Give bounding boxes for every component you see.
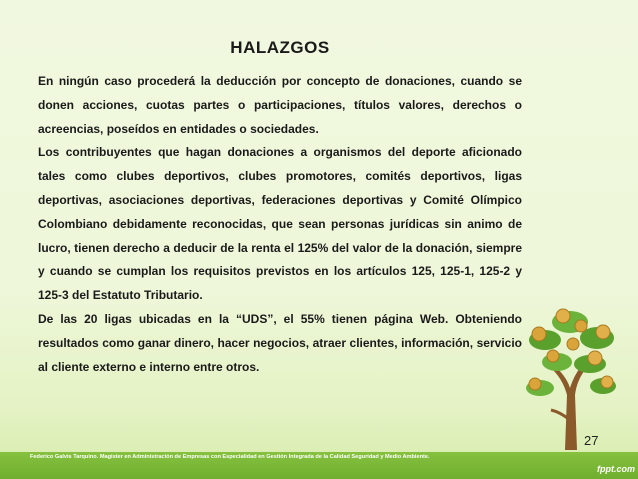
slide-body — [38, 70, 522, 379]
paragraph-ligas: De las 20 ligas ubicadas en la “UDS”, el 55% tienen página Web. Obteniendo resultados como ganar dinero, hacer negocios, atraer clientes, información, servicio al cliente externo e interno entre otros. — [38, 311, 522, 374]
paragraph-deporte: Los contribuyentes que hagan donaciones a organismos del deporte aficionado tales como clubes deportivos, clubes promotores, comités deportivos, ligas deportivas, asociaciones deportivas, federaciones deportivas y Comité Olímpico Colombiano debidamente reconocidas, que sean personas jurídicas sin animo de lucro, tienen derecho a deducir de la renta el 125% del valor de la donación, siempre y cuando se cumplan los requisitos previstos en los artículos 125, 125-1, 125-2 y 125-3 del Estatuto Tributario. — [38, 145, 522, 303]
money-tree-icon — [515, 300, 625, 450]
page-number: 27 — [584, 433, 599, 448]
paragraph-donaciones: En ningún caso procederá la deducción por concepto de donaciones, cuando se donen acciones, cuotas partes o participaciones, títulos valores, derechos o acreencias, poseídos en entidades o sociedades. — [38, 74, 522, 136]
brand-label: fppt.com — [597, 464, 635, 474]
slide-title: HALAZGOS — [230, 38, 330, 57]
footer-author-text: Federico Galvis Tarquino. Magister en Administración de Empresas con Especialidad en Gestión Integrada de la Calidad Seguridad y Medio Ambiente. — [30, 454, 430, 460]
